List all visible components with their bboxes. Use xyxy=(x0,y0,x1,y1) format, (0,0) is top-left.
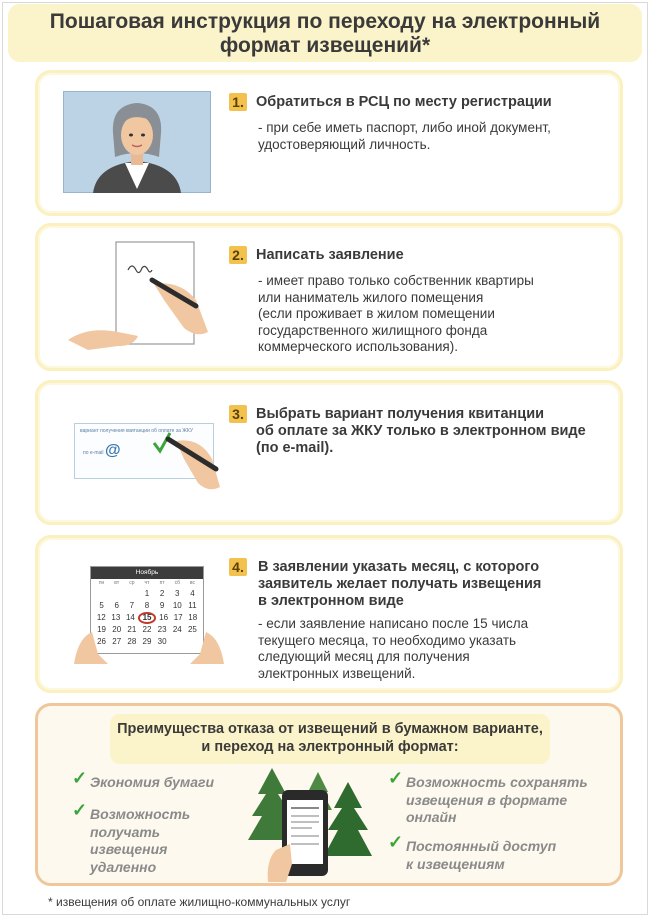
step-4-heading xyxy=(258,559,541,610)
calendar-day: 21 xyxy=(127,625,137,634)
advantages-title xyxy=(110,714,550,764)
calendar-day: 16 xyxy=(159,613,169,622)
check-icon: ✓ xyxy=(388,768,404,788)
step-3-heading-line: об оплате за ЖКУ только в электронном виде xyxy=(256,423,586,439)
step-4-heading-line: заявитель желает получать извещения xyxy=(258,576,542,592)
advantage-paper-saving xyxy=(90,774,214,792)
page-title xyxy=(8,4,642,62)
check-icon: ✓ xyxy=(72,800,88,820)
advantages-title-line: Преимущества отказа от извещений в бумажном варианте, xyxy=(117,721,543,737)
calendar-day: 30 xyxy=(157,637,167,646)
step-4-card xyxy=(35,535,623,693)
step-2-heading-line: Написать заявление xyxy=(256,247,404,263)
step-4-desc-line: следующий месяц для получения xyxy=(258,649,470,664)
calendar-day: 8 xyxy=(144,601,150,610)
advantages-panel xyxy=(35,703,623,886)
hand-pen-check-illustration xyxy=(146,421,226,501)
step-3-heading xyxy=(256,406,586,457)
step-4-heading-line: в электронном виде xyxy=(258,593,404,609)
calendar-hands-illustration xyxy=(74,598,224,666)
step-3-heading-line: Выбрать вариант получения квитанции xyxy=(256,406,545,422)
calendar-weekday: пт xyxy=(159,580,165,586)
check-icon: ✓ xyxy=(72,768,88,788)
advantage-line: Возможность xyxy=(90,806,191,822)
calendar-weekday: ср xyxy=(129,580,135,586)
check-icon: ✓ xyxy=(388,832,404,852)
calendar-day: 19 xyxy=(97,625,107,634)
step-2-desc-line: (если проживает в жилом помещении xyxy=(258,306,495,321)
calendar-day: 29 xyxy=(142,637,152,646)
advantage-line: Постоянный доступ xyxy=(406,838,557,854)
advantage-remote-access xyxy=(90,806,190,876)
advantage-line: к извещениям xyxy=(406,855,505,872)
advantage-line: онлайн xyxy=(406,809,457,825)
calendar-day: 4 xyxy=(190,589,195,598)
calendar-day: 22 xyxy=(142,625,152,634)
calendar-day: 10 xyxy=(172,601,182,610)
advantage-line: Возможность сохранять xyxy=(406,774,588,790)
step-2-card xyxy=(35,223,623,371)
calendar-day: 27 xyxy=(112,637,122,646)
calendar-day: 26 xyxy=(97,637,107,646)
advantage-line: получать xyxy=(90,823,161,840)
footnote: * извещения об оплате жилищно-коммунальных услуг xyxy=(48,895,351,909)
step-2-description xyxy=(258,273,534,356)
at-icon: @ xyxy=(105,442,121,459)
step-2-number: 2. xyxy=(229,246,247,264)
step-1-description xyxy=(258,120,551,153)
calendar-day: 5 xyxy=(99,601,104,610)
calendar-day: 18 xyxy=(188,613,198,622)
advantage-line: извещения в формате xyxy=(406,791,568,808)
calendar-day: 12 xyxy=(96,613,106,622)
step-4-description xyxy=(258,616,528,682)
calendar-day: 14 xyxy=(125,613,135,622)
calendar-day: 6 xyxy=(114,601,119,610)
step-1-heading xyxy=(256,94,552,111)
calendar-day: 28 xyxy=(127,637,137,646)
step-4-desc-line: электронных извещений. xyxy=(258,665,416,681)
step-3-heading-line: (по e-mail). xyxy=(256,440,334,456)
calendar-day: 11 xyxy=(188,601,197,610)
calendar-day: 3 xyxy=(175,589,180,598)
form-email-label: по e-mail xyxy=(83,450,104,456)
calendar-day: 15 xyxy=(138,612,157,624)
step-1-heading-line: Обратиться в РСЦ по месту регистрации xyxy=(256,94,552,110)
calendar-month: Ноябрь xyxy=(91,567,203,579)
step-2-desc-line: коммерческого использования). xyxy=(258,339,458,354)
step-4-heading-line: В заявлении указать месяц, с которого xyxy=(258,559,540,575)
calendar-day: 23 xyxy=(157,625,167,634)
step-1-desc-line: удостоверяющий личность. xyxy=(258,136,431,152)
calendar-day: 13 xyxy=(111,613,121,622)
step-2-desc-line: - имеет право только собственник квартиры xyxy=(258,273,534,288)
calendar-day: 9 xyxy=(159,601,165,610)
calendar-day: 17 xyxy=(173,613,183,622)
person-illustration xyxy=(63,91,211,193)
calendar-weekday: пн xyxy=(98,580,105,586)
calendar-weekday: чт xyxy=(144,580,150,586)
step-2-heading xyxy=(256,247,404,264)
calendar-weekdays xyxy=(91,579,203,588)
calendar-weekday: вс xyxy=(189,580,195,586)
advantage-line: Экономия бумаги xyxy=(90,774,215,790)
advantages-title-line: и переход на электронный формат: xyxy=(201,739,459,755)
advantage-line: извещения xyxy=(90,841,168,857)
step-4-number: 4. xyxy=(229,558,247,576)
calendar-day: 20 xyxy=(112,625,122,634)
calendar-day: 2 xyxy=(159,589,165,598)
title-line-1: Пошаговая инструкция по переходу на электронный xyxy=(49,10,601,33)
form-header-text: вариант получения квитанции об оплате за ЖКУ xyxy=(80,428,193,434)
advantage-constant-access xyxy=(406,838,556,873)
step-4-desc-line: текущего месяца, то необходимо указать xyxy=(258,632,517,648)
calendar-weekday: вт xyxy=(114,580,120,586)
step-1-number: 1. xyxy=(229,93,247,111)
step-2-desc-line: государственного жилищного фонда xyxy=(258,322,488,338)
title-line-2: формат извещений* xyxy=(219,34,431,57)
advantage-save-online xyxy=(406,774,588,827)
calendar-weekday: сб xyxy=(174,580,180,586)
calendar-day: 25 xyxy=(187,625,197,634)
calendar-day: 1 xyxy=(144,589,150,598)
calendar-day: 7 xyxy=(129,601,135,610)
step-3-number: 3. xyxy=(229,405,247,423)
step-3-card xyxy=(35,380,623,525)
step-4-desc-line: - если заявление написано после 15 числа xyxy=(258,616,529,631)
advantage-line: удаленно xyxy=(90,858,157,875)
step-2-desc-line: или наниматель жилого помещения xyxy=(258,289,484,305)
calendar-day: 24 xyxy=(172,625,182,634)
trees-phone-illustration xyxy=(242,764,382,882)
writing-application-illustration xyxy=(68,240,218,360)
step-1-card xyxy=(35,70,623,216)
step-1-desc-line: - при себе иметь паспорт, либо иной документ, xyxy=(258,120,551,135)
